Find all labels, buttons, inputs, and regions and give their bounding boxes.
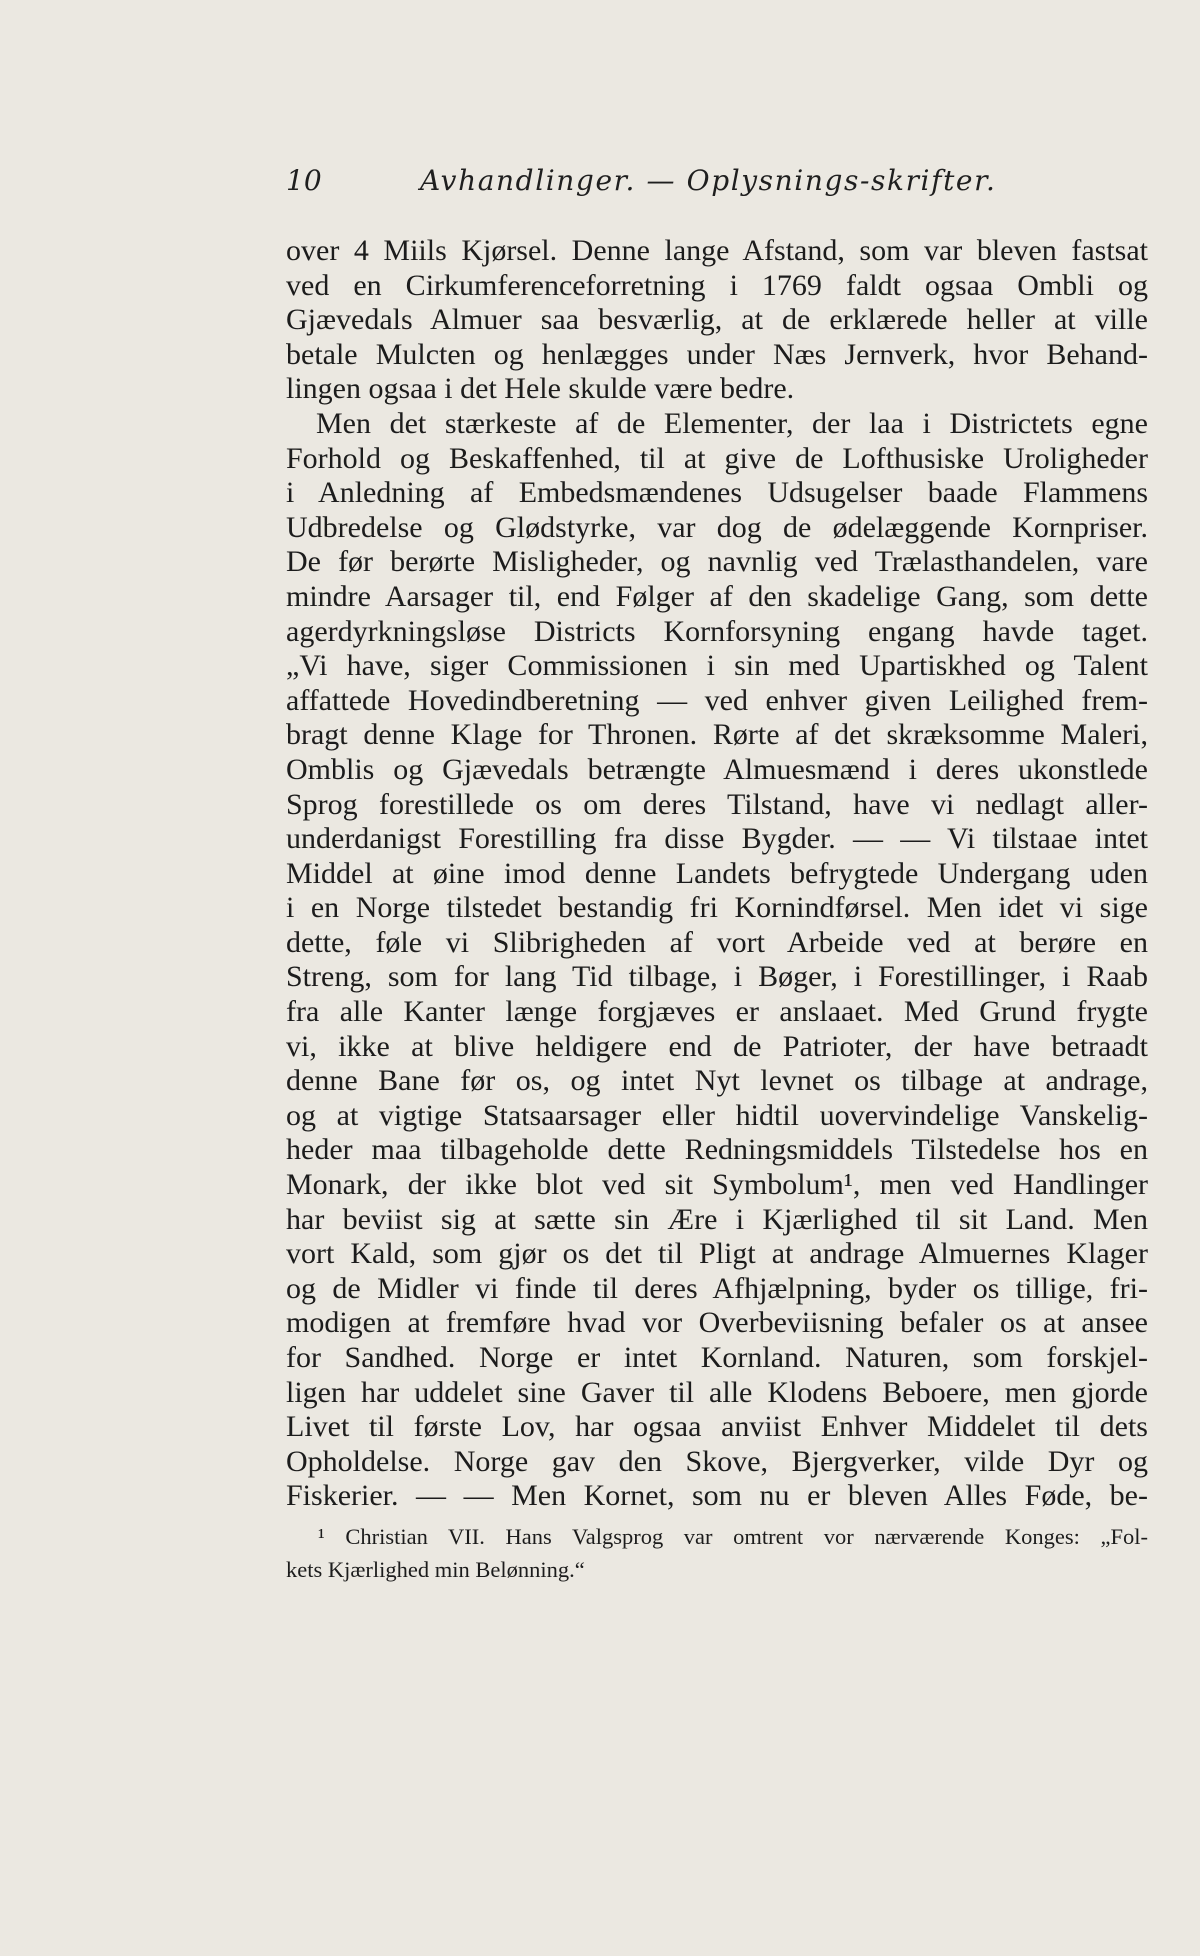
text-line: ved en Cirkumferenceforretning i 1769 faldt ogsaa Ombli og [286, 268, 1148, 302]
text-line: Livet til første Lov, har ogsaa anviist Enhver Middelet til dets [286, 1410, 1148, 1444]
text-line: vi, ikke at blive heldigere end de Patrioter, der have betraadt [286, 1029, 1148, 1063]
text-line: Udbredelse og Glødstyrke, var dog de ødelæggende Kornpriser. [286, 510, 1148, 544]
text-line: „Vi have, siger Commissionen i sin med Upartiskhed og Talent [286, 649, 1148, 683]
page-number: 10 [286, 164, 322, 197]
text-line: De før berørte Misligheder, og navnlig ved Trælasthandelen, vare [286, 545, 1148, 579]
text-line: Men det stærkeste af de Elementer, der laa i Districtets egne [316, 406, 1148, 440]
text-line: agerdyrkningsløse Districts Kornforsyning engang havde taget. [286, 614, 1148, 648]
text-line: modigen at fremføre hvad vor Overbeviisning befaler os at ansee [286, 1306, 1148, 1340]
footnote [286, 1520, 1148, 1586]
text-line: og at vigtige Statsaarsager eller hidtil uovervindelige Vanskelig- [286, 1098, 1148, 1132]
text-line: over 4 Miils Kjørsel. Denne lange Afstand, som var bleven fastsat [286, 234, 1148, 267]
text-line: i Anledning af Embedsmændenes Udsugelser baade Flammens [286, 476, 1148, 510]
text-line: affattede Hovedindberetning — ved enhver given Leilighed frem- [286, 683, 1148, 717]
text-line: for Sandhed. Norge er intet Kornland. Naturen, som forskjel- [286, 1341, 1148, 1374]
text-line: i en Norge tilstedet bestandig fri Kornindførsel. Men idet vi sige [286, 891, 1148, 925]
text-line: har beviist sig at sætte sin Ære i Kjærlighed til sit Land. Men [286, 1202, 1148, 1236]
text-line: og de Midler vi finde til deres Afhjælpning, byder os tillige, fri- [286, 1271, 1148, 1305]
text-line: underdanigst Forestilling fra disse Bygder. — — Vi tilstaae intet [286, 822, 1148, 856]
text-line: lingen ogsaa i det Hele skulde være bedre. [286, 372, 795, 406]
footnote-line: ¹ Christian VII. Hans Valgsprog var omtrent vor nærværende Konges: „Fol- [318, 1524, 1148, 1549]
text-line: Gjævedals Almuer saa besværlig, at de erklærede heller at ville [286, 303, 1148, 337]
text-line: dette, føle vi Slibrigheden af vort Arbeide ved at berøre en [286, 925, 1148, 959]
text-line: heder maa tilbageholde dette Redningsmiddels Tilstedelse hos en [286, 1133, 1148, 1167]
text-line: Monark, der ikke blot ved sit Symbolum¹, men ved Handlinger [286, 1168, 1148, 1202]
text-line: Middel at øine imod denne Landets befrygtede Undergang uden [286, 856, 1148, 890]
text-line: mindre Aarsager til, end Følger af den skadelige Gang, som dette [286, 579, 1148, 613]
text-line: betale Mulcten og henlægges under Næs Jernverk, hvor Behand- [286, 337, 1148, 371]
text-line: ligen har uddelet sine Gaver til alle Klodens Beboere, men gjorde [286, 1375, 1148, 1409]
text-line: Omblis og Gjævedals betrængte Almuesmænd i deres ukonstlede [286, 752, 1148, 786]
text-line: fra alle Kanter længe forgjæves er anslaaet. Med Grund frygte [286, 995, 1148, 1029]
running-head [286, 164, 1006, 208]
text-line: Streng, som for lang Tid tilbage, i Bøger, i Forestillinger, i Raab [286, 960, 1148, 994]
text-line: bragt denne Klage for Thronen. Rørte af det skræksomme Maleri, [286, 718, 1148, 752]
text-line: denne Bane før os, og intet Nyt levnet os tilbage at andrage, [286, 1064, 1148, 1098]
text-line: Fiskerier. — — Men Kornet, som nu er bleven Alles Føde, be- [286, 1479, 1148, 1513]
footnote-line: kets Kjærlighed min Belønning.“ [286, 1557, 585, 1582]
text-line: Sprog forestillede os om deres Tilstand, have vi nedlagt aller- [286, 787, 1148, 821]
body-text [286, 234, 1148, 1514]
text-line: vort Kald, som gjør os det til Pligt at andrage Almuernes Klager [286, 1237, 1148, 1271]
running-title: Avhandlinger. — Oplysnings-skrifter. [420, 164, 997, 197]
text-line: Forhold og Beskaffenhed, til at give de Lofthusiske Uroligheder [286, 441, 1148, 475]
text-line: Opholdelse. Norge gav den Skove, Bjergverker, vilde Dyr og [286, 1444, 1148, 1478]
